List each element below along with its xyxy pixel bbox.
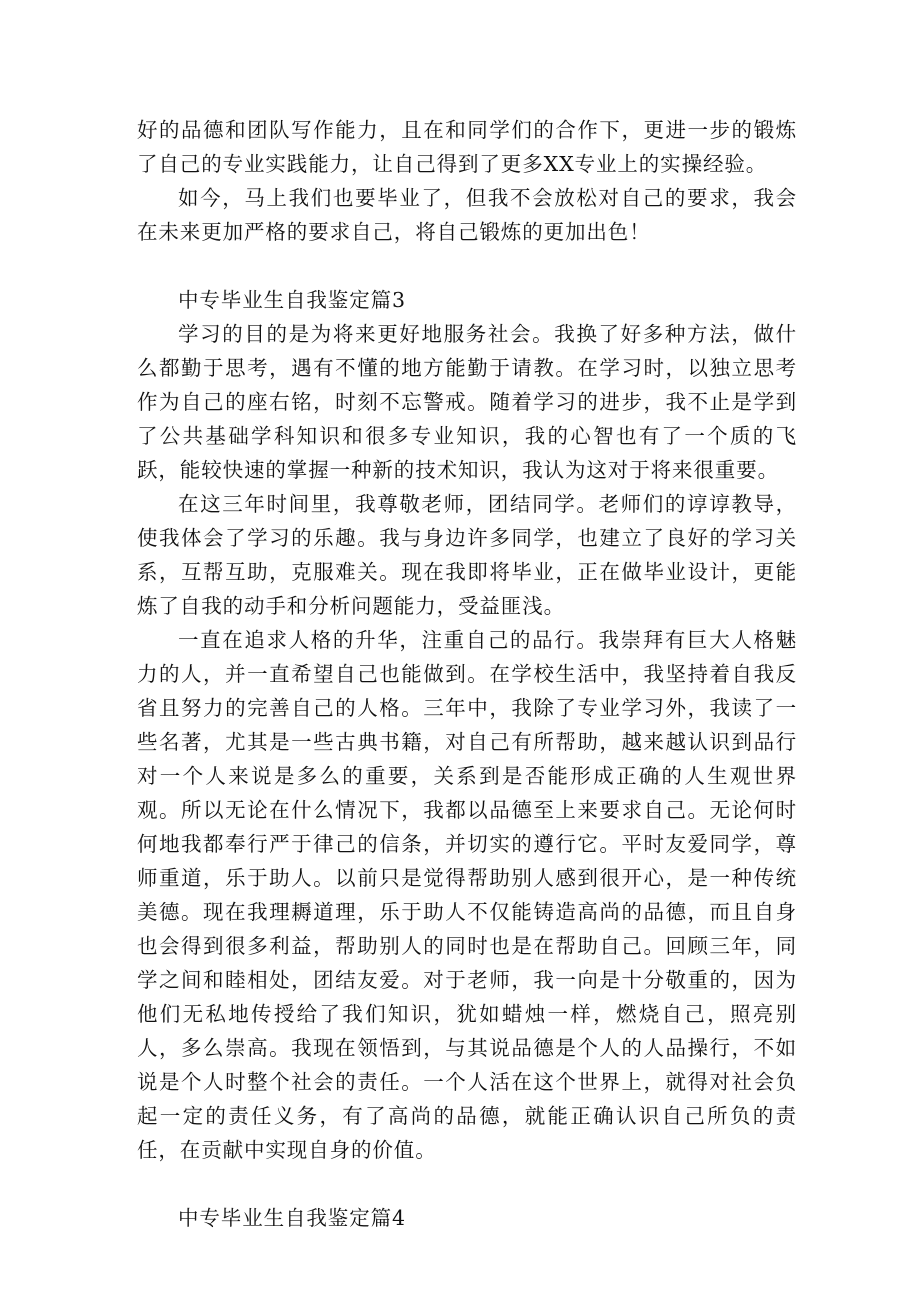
- section-heading-3: 中专毕业生自我鉴定篇3: [178, 288, 406, 312]
- section-spacer: [137, 249, 797, 283]
- section-spacer: [137, 1167, 797, 1201]
- section3-paragraph-3: 一直在追求人格的升华，注重自己的品行。我崇拜有巨大人格魅力的人，并一直希望自己也能做到。在学校生活中，我坚持着自我反省且努力的完善自己的人格。三年中，我除了专业学习外，我读了一些名著，尤其是一些古典书籍，对自己有所帮助，越来越认识到品行对一个人来说是多么的重要，关系到是否能形成正确的人生观世界观。所以无论在什么情况下，我都以品德至上来要求自己。无论何时何地我都奉行严于律己的信条，并切实的遵行它。平时友爱同学，尊师重道，乐于助人。以前只是觉得帮助别人感到很开心，是一种传统美德。现在我理耨道理，乐于助人不仅能铸造高尚的品德，而且自身也会得到很多利益，帮助别人的同时也是在帮助自己。回顾三年，同学之间和睦相处，团结友爱。对于老师，我一向是十分敬重的，因为他们无私地传授给了我们知识，犹如蜡烛一样，燃烧自己，照亮别人，多么崇高。我现在领悟到，与其说品德是个人的人品操行，不如说是个人时整个社会的责任。一个人活在这个世界上，就得对社会负起一定的责任义务，有了高尚的品德，就能正确认识自己所负的责任，在贡献中实现自身的价值。: [137, 628, 797, 1162]
- paragraph-continued: 好的品德和团队写作能力，且在和同学们的合作下，更进一步的锻炼了自己的专业实践能力，让自己得到了更多XX专业上的实操经验。: [137, 118, 797, 176]
- paragraph-graduation: 如今，马上我们也要毕业了，但我不会放松对自己的要求，我会在未来更加严格的要求自己，将自己锻炼的更加出色！: [137, 186, 797, 244]
- document-body: [137, 113, 797, 1235]
- section-heading-4: 中专毕业生自我鉴定篇4: [178, 1206, 406, 1230]
- section3-paragraph-1: 学习的目的是为将来更好地服务社会。我换了好多种方法，做什么都勤于思考，遇有不懂的地方能勤于请教。在学习时，以独立思考作为自己的座右铭，时刻不忘警戒。随着学习的进步，我不止是学到了公共基础学科知识和很多专业知识，我的心智也有了一个质的飞跃，能较快速的掌握一种新的技术知识，我认为这对于将来很重要。: [137, 322, 797, 482]
- section3-paragraph-2: 在这三年时间里，我尊敬老师，团结同学。老师们的谆谆教导，使我体会了学习的乐趣。我与身边许多同学，也建立了良好的学习关系，互帮互助，克服难关。现在我即将毕业，正在做毕业设计，更能炼了自我的动手和分析问题能力，受益匪浅。: [137, 492, 797, 618]
